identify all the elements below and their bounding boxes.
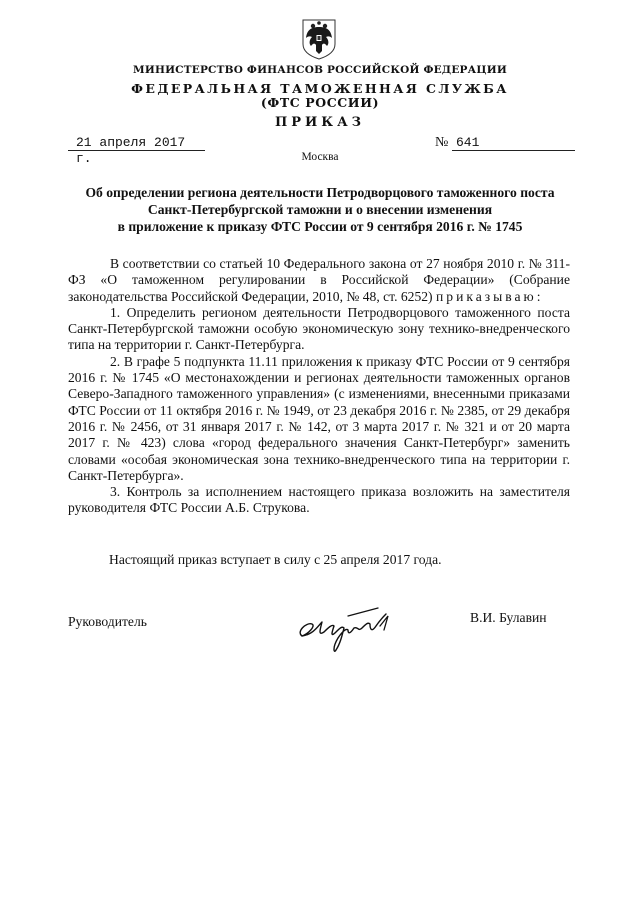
order-word: приказываю:: [436, 288, 544, 304]
document-type: ПРИКАЗ: [274, 115, 366, 130]
document-body: [68, 256, 570, 517]
item-1: 1. Определить регионом деятельности Петродворцового таможенного поста Санкт-Петербургской таможни особую экономическую зону технико-внедренческого типа на территории г. Санкт-Петербурга.: [68, 304, 570, 353]
signatory-name: В.И. Булавин: [470, 610, 547, 625]
number-label: №: [435, 135, 449, 150]
preamble-text: В соответствии со статьей 10 Федерального закона от 27 ноября 2010 г. № 311-ФЗ «О таможенном регулировании в Российской Федерации» (Собрание законодательства Российской Федерации, 2010, № 48, ст. 6252): [68, 256, 570, 304]
order-number: 641: [452, 135, 575, 151]
item-2: 2. В графе 5 подпункта 11.11 приложения к приказу ФТС России от 9 сентября 2016 г. № 1745 «О местонахождении и регионах деятельности таможенных органов Северо-Западного таможенного управления» (с изменениями, внесенными приказами ФТС России от 11 октября 2016 г. № 1949, от 23 декабря 2016 г. № 2385, от 29 декабря 2016 г. № 2456, от 31 января 2017 г. № 142, от 3 марта 2017 г. № 321 и от 20 марта 2017 г. № 423) слова «город федерального значения Санкт-Петербург» заменить словами «особая экономическая зона технико-внедренческого типа на территории г. Санкт-Петербурга».: [68, 353, 570, 483]
signatory-role: Руководитель: [68, 614, 147, 629]
service-name: ФЕДЕРАЛЬНАЯ ТАМОЖЕННАЯ СЛУЖБА: [131, 81, 509, 96]
title-line: в приложение к приказу ФТС России от 9 сентября 2016 г. № 1745: [117, 219, 523, 234]
title-line: Санкт-Петербургской таможни и о внесении изменения: [147, 202, 493, 217]
service-abbreviation: (ФТС РОССИИ): [260, 95, 380, 110]
coat-of-arms-icon: [301, 18, 337, 60]
ministry-name: МИНИСТЕРСТВО ФИНАНСОВ РОССИЙСКОЙ ФЕДЕРАЦИИ: [133, 64, 507, 76]
title-line: Об определении региона деятельности Петродворцового таможенного поста: [85, 185, 555, 200]
preamble-paragraph: [68, 256, 570, 305]
order-date: 21 апреля 2017 г.: [68, 135, 205, 151]
document-title: [60, 184, 580, 235]
handwritten-signature-icon: [288, 604, 398, 656]
effective-date-statement: Настоящий приказ вступает в силу с 25 апреля 2017 года.: [109, 552, 442, 567]
city: Москва: [301, 151, 339, 163]
item-3: 3. Контроль за исполнением настоящего приказа возложить на заместителя руководителя ФТС России А.Б. Струкова.: [68, 484, 570, 516]
